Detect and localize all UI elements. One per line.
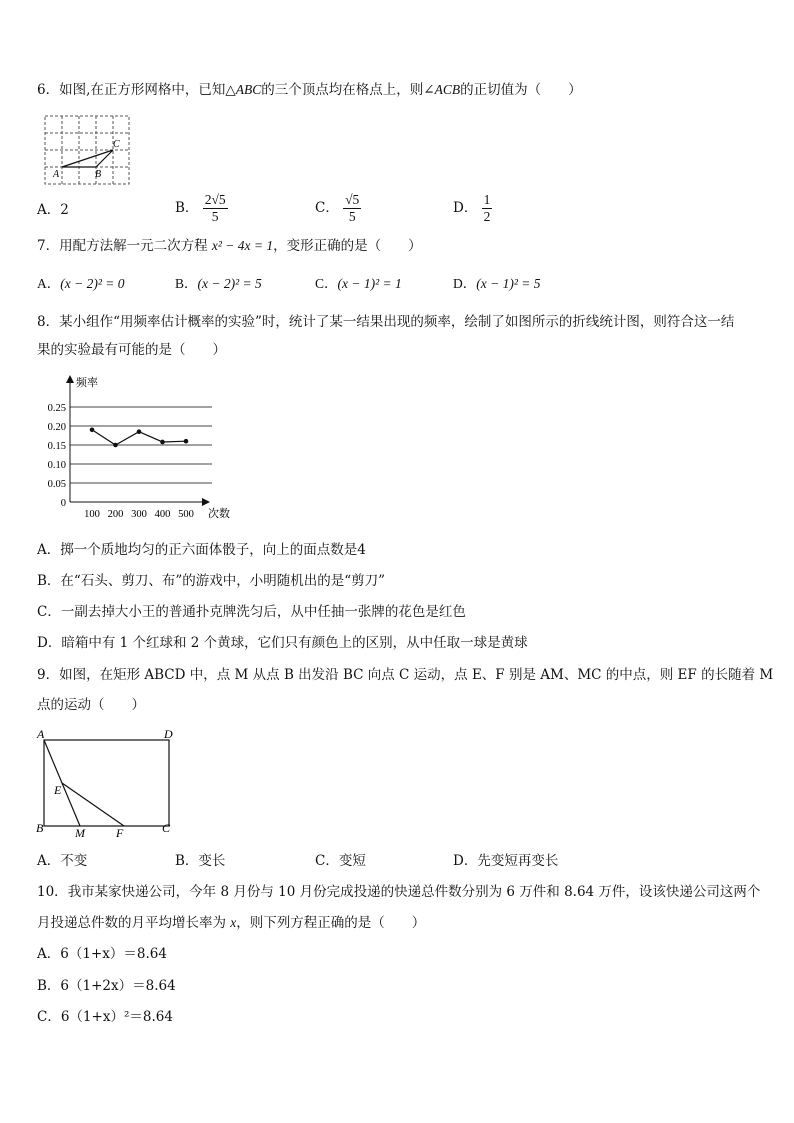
label-b: B bbox=[36, 821, 44, 835]
q7-option-a[interactable]: A．(x − 2)² = 0 bbox=[37, 276, 125, 291]
q8-option-c[interactable]: C．一副去掉大小王的普通扑克牌洗匀后，从中任抽一张牌的花色是红色 bbox=[37, 604, 466, 620]
label-d: D bbox=[164, 727, 173, 741]
triangle-abc bbox=[62, 150, 113, 167]
x-axis-label: 次数 bbox=[208, 508, 230, 520]
data-point-100 bbox=[90, 428, 95, 433]
y-axis-label: 频率 bbox=[76, 377, 98, 389]
frequency-line-chart bbox=[30, 372, 250, 524]
label-c: C bbox=[113, 139, 120, 150]
q7-stem: 7．用配方法解一元二次方程 x² − 4x = 1，变形正确的是（ ） bbox=[37, 238, 422, 254]
fraction: $\frac{2√5}{5}$ bbox=[204, 192, 226, 224]
y-tick-label: 0.10 bbox=[47, 460, 66, 471]
x-tick-label: 400 bbox=[154, 509, 171, 520]
q6-option-a[interactable]: A．2 bbox=[37, 202, 69, 218]
fraction: $\frac{1}{2}$ bbox=[483, 192, 491, 224]
q7-option-b[interactable]: B．(x − 2)² = 5 bbox=[175, 276, 262, 291]
fraction: $\frac{√5}{5}$ bbox=[345, 192, 360, 224]
q6-option-b[interactable]: B． $\frac{2√5}{5}$ bbox=[175, 192, 226, 224]
q9-option-d[interactable]: D．先变短再变长 bbox=[453, 853, 559, 869]
label-b: B bbox=[95, 169, 102, 180]
q8-option-d[interactable]: D．暗箱中有 1 个红球和 2 个黄球，它们只有颜色上的区别，从中任取一球是黄球 bbox=[37, 635, 528, 651]
q8-option-a[interactable]: A．掷一个质地均匀的正六面体骰子，向上的面点数是4 bbox=[37, 542, 366, 558]
q9-stem-line1: 9．如图，在矩形 ABCD 中，点 M 从点 B 出发沿 BC 向点 C 运动，点 E、F 别是 AM、MC 的中点，则 EF 的长随着 M bbox=[37, 667, 774, 683]
data-point-300 bbox=[137, 429, 142, 434]
label-m: M bbox=[75, 826, 85, 840]
data-point-200 bbox=[113, 443, 118, 448]
q10-stem-line2: 月投递总件数的月平均增长率为 x，则下列方程正确的是（ ） bbox=[37, 915, 426, 931]
q9-stem-line2: 点的运动（ ） bbox=[37, 697, 145, 713]
q6-stem: 6．如图,在正方形网格中，已知△ABC的三个顶点均在格点上，则∠ACB的正切值为（ ） bbox=[37, 82, 582, 98]
x-tick-label: 500 bbox=[178, 509, 194, 520]
label-e: E bbox=[54, 783, 62, 797]
x-tick-label: 100 bbox=[84, 509, 100, 520]
x-tick-label: 200 bbox=[107, 509, 124, 520]
q6-option-c[interactable]: C． $\frac{√5}{5}$ bbox=[315, 192, 360, 224]
y-axis-arrow bbox=[66, 375, 74, 383]
q9-option-c[interactable]: C．变短 bbox=[315, 853, 366, 869]
q8-stem-line1: 8．某小组作“用频率估计概率的实验”时，统计了某一结果出现的频率，绘制了如图所示的折线统计图，则符合这一结 bbox=[37, 314, 735, 330]
y-tick-label: 0 bbox=[60, 498, 66, 509]
q10-option-b[interactable]: B．6（1+2x）＝8.64 bbox=[37, 978, 176, 994]
label-f: F bbox=[116, 826, 124, 840]
q9-option-a[interactable]: A．不变 bbox=[37, 853, 88, 869]
q10-stem-line1: 10．我市某家快递公司，今年 8 月份与 10 月份完成投递的快递总件数分别为 6 万件和 8.64 万件，设该快递公司这两个 bbox=[37, 884, 761, 900]
data-point-400 bbox=[160, 440, 165, 445]
q6-grid-figure bbox=[40, 112, 136, 188]
y-tick-label: 0.05 bbox=[47, 479, 66, 490]
y-tick-label: 0.15 bbox=[47, 441, 66, 452]
label-a: A bbox=[53, 169, 60, 180]
q8-option-b[interactable]: B．在“石头、剪刀、布”的游戏中，小明随机出的是“剪刀” bbox=[37, 573, 386, 589]
q10-option-c[interactable]: C．6（1+x）²＝8.64 bbox=[37, 1009, 173, 1025]
q7-option-c[interactable]: C．(x − 1)² = 1 bbox=[315, 276, 402, 291]
y-tick-label: 0.25 bbox=[47, 403, 66, 414]
label-c: C bbox=[162, 821, 171, 835]
data-point-500 bbox=[184, 439, 189, 444]
q9-rectangle-figure bbox=[32, 724, 182, 840]
x-axis-arrow bbox=[202, 498, 210, 506]
q10-option-a[interactable]: A．6（1+x）＝8.64 bbox=[37, 946, 167, 962]
q6-option-d[interactable]: D． $\frac{1}{2}$ bbox=[453, 192, 491, 224]
label-a: A bbox=[37, 727, 45, 741]
q8-stem-line2: 果的实验最有可能的是（ ） bbox=[37, 342, 226, 358]
x-tick-label: 300 bbox=[131, 509, 147, 520]
q7-option-d[interactable]: D．(x − 1)² = 5 bbox=[453, 276, 541, 291]
y-tick-label: 0.20 bbox=[47, 422, 66, 433]
q9-option-b[interactable]: B．变长 bbox=[175, 853, 226, 869]
